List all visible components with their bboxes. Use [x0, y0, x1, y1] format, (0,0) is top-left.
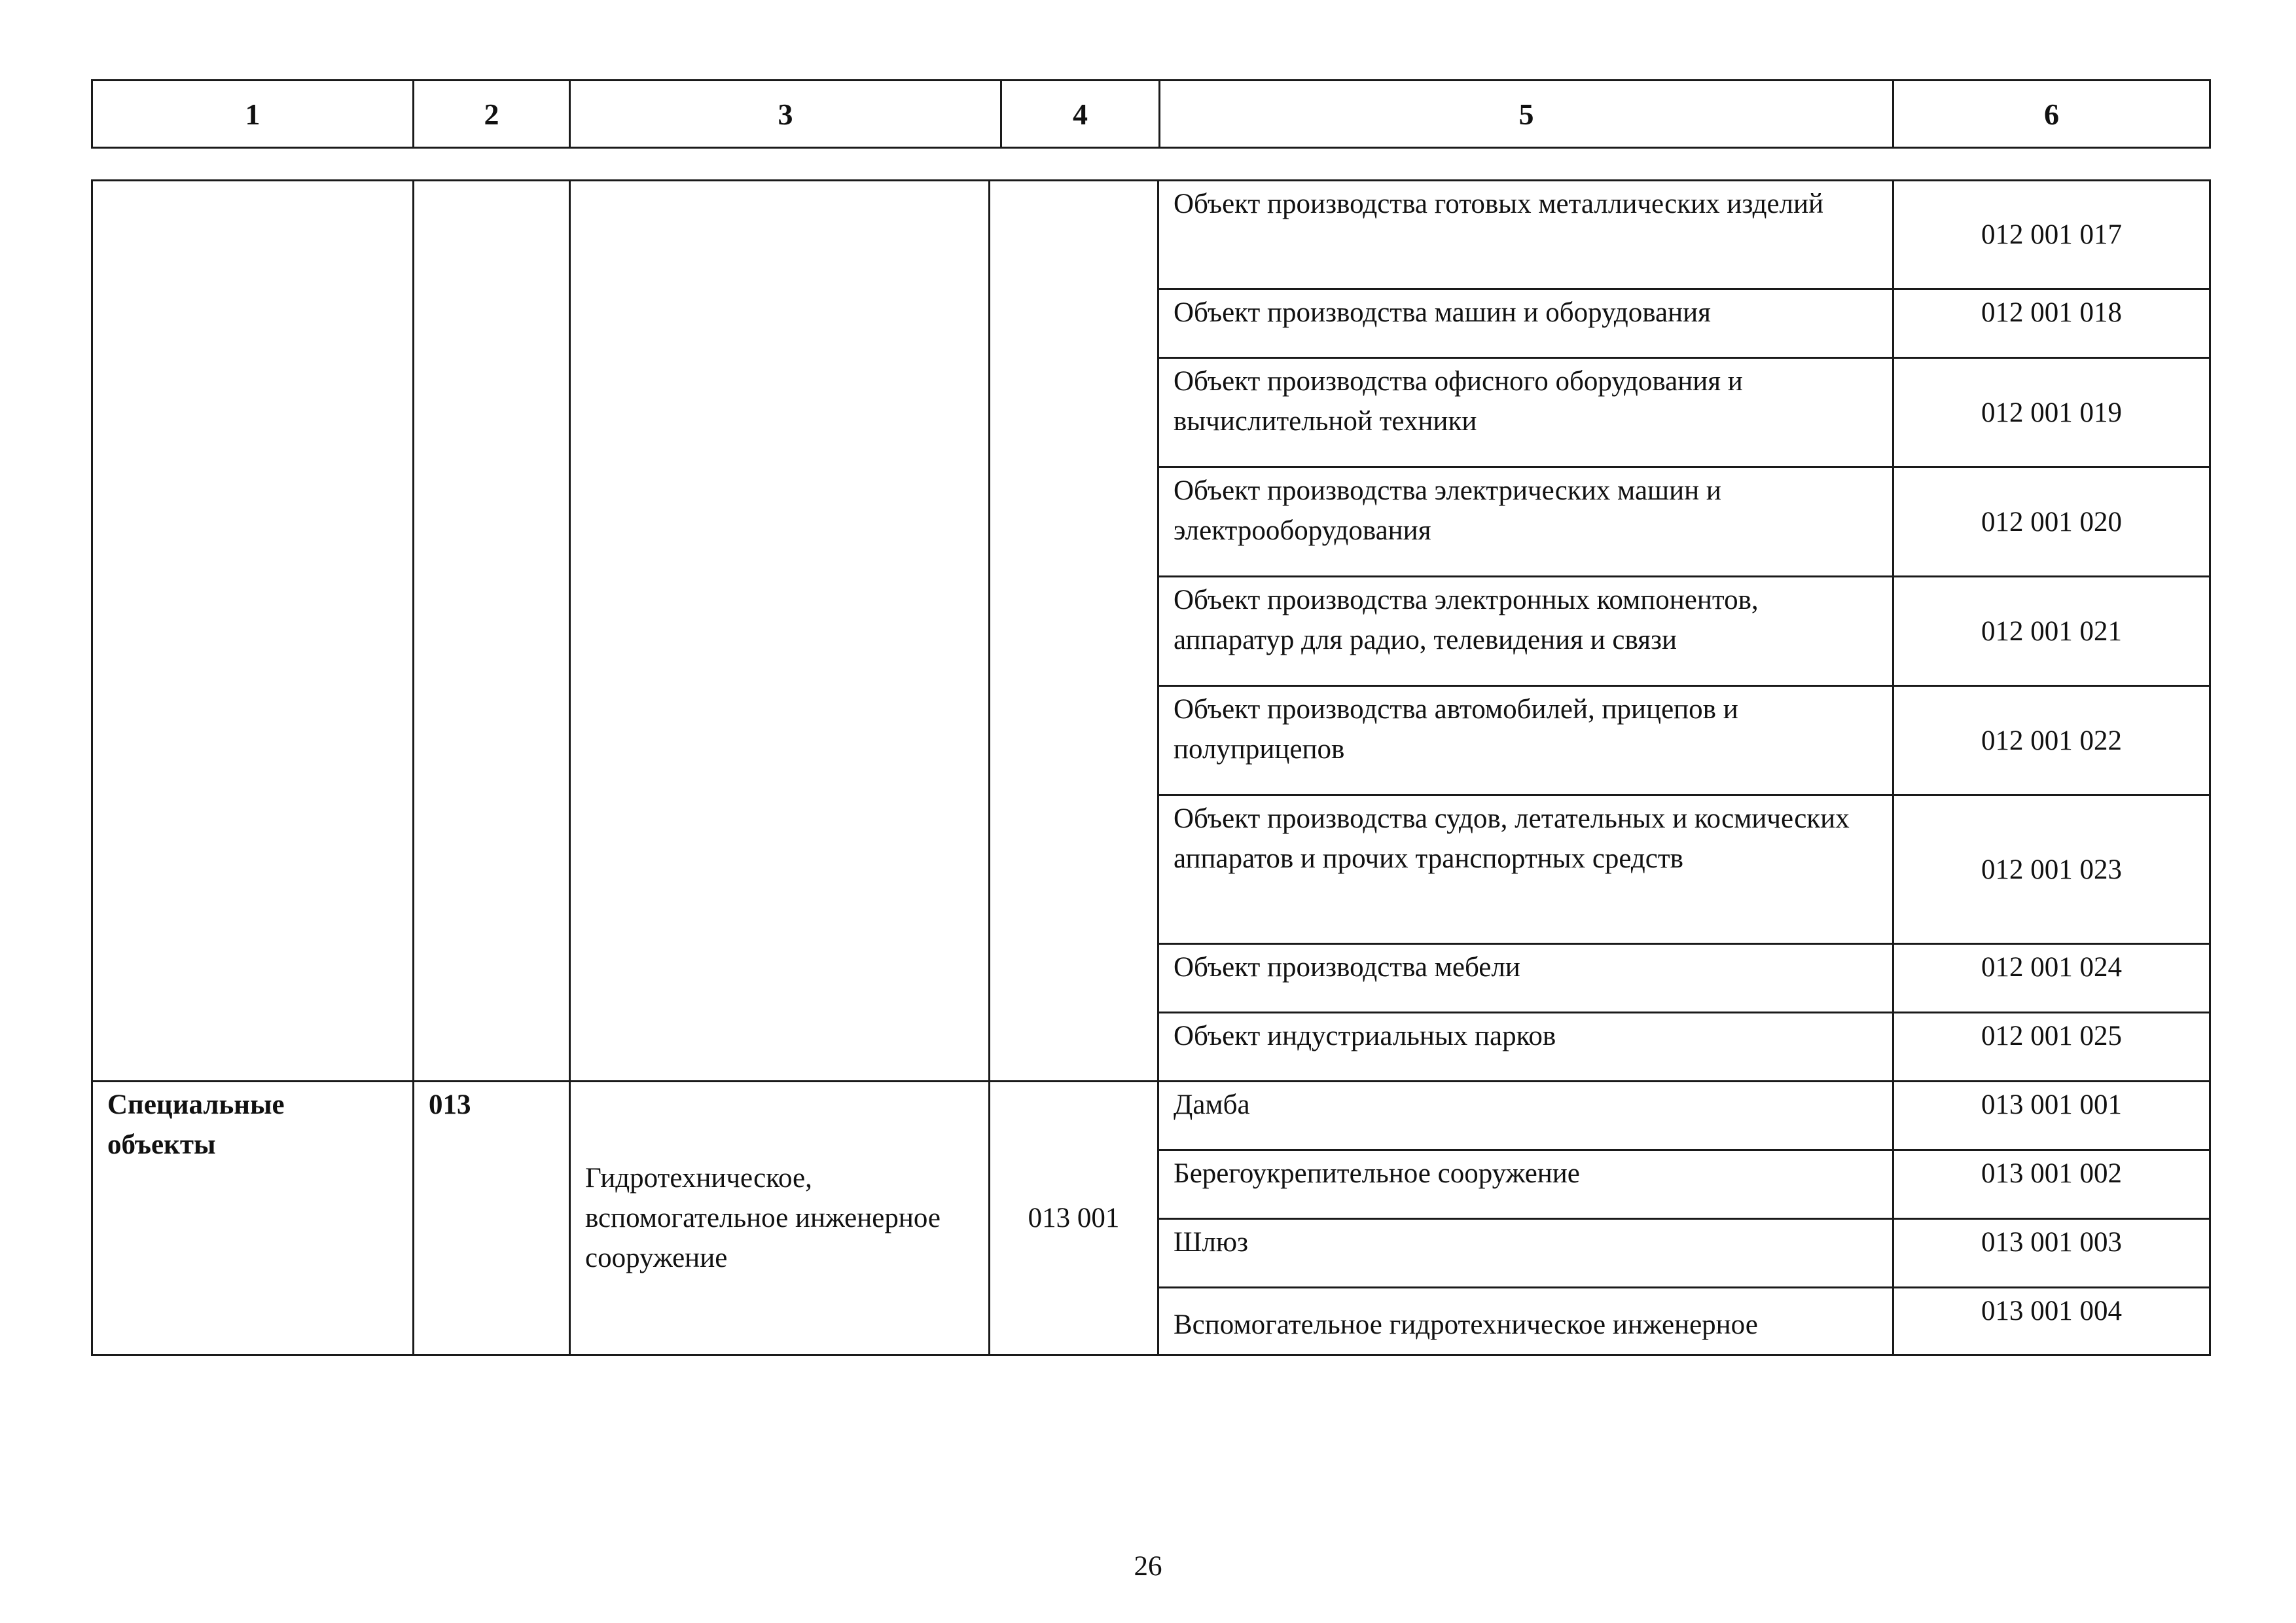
category-code: 013	[414, 1082, 570, 1355]
object-description: Объект производства машин и оборудования	[1158, 289, 1893, 358]
classifier-table	[91, 179, 2211, 1356]
object-description: Объект производства мебели	[1158, 944, 1893, 1013]
group-code: 013 001	[990, 1082, 1158, 1355]
header-col-3: 3	[570, 81, 1001, 148]
object-code: 012 001 022	[1893, 686, 2210, 795]
object-description: Объект производства офисного оборудования и вычислительной техники	[1158, 358, 1893, 467]
object-code: 012 001 023	[1893, 795, 2210, 944]
continued-empty-cell	[990, 181, 1158, 1082]
header-col-6: 6	[1893, 81, 2210, 148]
object-code: 013 001 004	[1893, 1288, 2210, 1355]
object-description: Шлюз	[1158, 1219, 1893, 1288]
object-description: Объект производства готовых металлических изделий	[1158, 181, 1893, 289]
continued-empty-cell	[92, 181, 414, 1082]
object-description: Дамба	[1158, 1082, 1893, 1150]
object-code: 012 001 021	[1893, 577, 2210, 686]
continued-empty-cell	[414, 181, 570, 1082]
object-code: 013 001 002	[1893, 1150, 2210, 1219]
group-name: Гидротехническое, вспомогательное инженерное сооружение	[570, 1082, 990, 1355]
header-col-4: 4	[1001, 81, 1160, 148]
category-name: Специальные объекты	[92, 1082, 414, 1355]
continued-empty-cell	[570, 181, 990, 1082]
object-code: 012 001 020	[1893, 467, 2210, 577]
object-code: 012 001 019	[1893, 358, 2210, 467]
object-description: Объект производства электронных компонентов, аппаратур для радио, телевидения и связи	[1158, 577, 1893, 686]
object-code: 012 001 025	[1893, 1013, 2210, 1082]
object-description: Вспомогательное гидротехническое инженерное	[1158, 1288, 1893, 1355]
column-number-header	[91, 79, 2211, 149]
object-code: 012 001 017	[1893, 181, 2210, 289]
object-description: Объект индустриальных парков	[1158, 1013, 1893, 1082]
header-row	[92, 81, 2210, 148]
object-code: 013 001 003	[1893, 1219, 2210, 1288]
object-code: 012 001 018	[1893, 289, 2210, 358]
table-row	[92, 1082, 2210, 1150]
object-description: Берегоукрепительное сооружение	[1158, 1150, 1893, 1219]
header-col-2: 2	[414, 81, 570, 148]
object-description: Объект производства судов, летательных и космических аппаратов и прочих транспортных средств	[1158, 795, 1893, 944]
object-code: 012 001 024	[1893, 944, 2210, 1013]
table-row	[92, 181, 2210, 289]
object-code: 013 001 001	[1893, 1082, 2210, 1150]
object-description: Объект производства электрических машин и электрооборудования	[1158, 467, 1893, 577]
header-col-1: 1	[92, 81, 414, 148]
object-description: Объект производства автомобилей, прицепов и полуприцепов	[1158, 686, 1893, 795]
header-col-5: 5	[1160, 81, 1893, 148]
page-number: 26	[1134, 1551, 1162, 1582]
